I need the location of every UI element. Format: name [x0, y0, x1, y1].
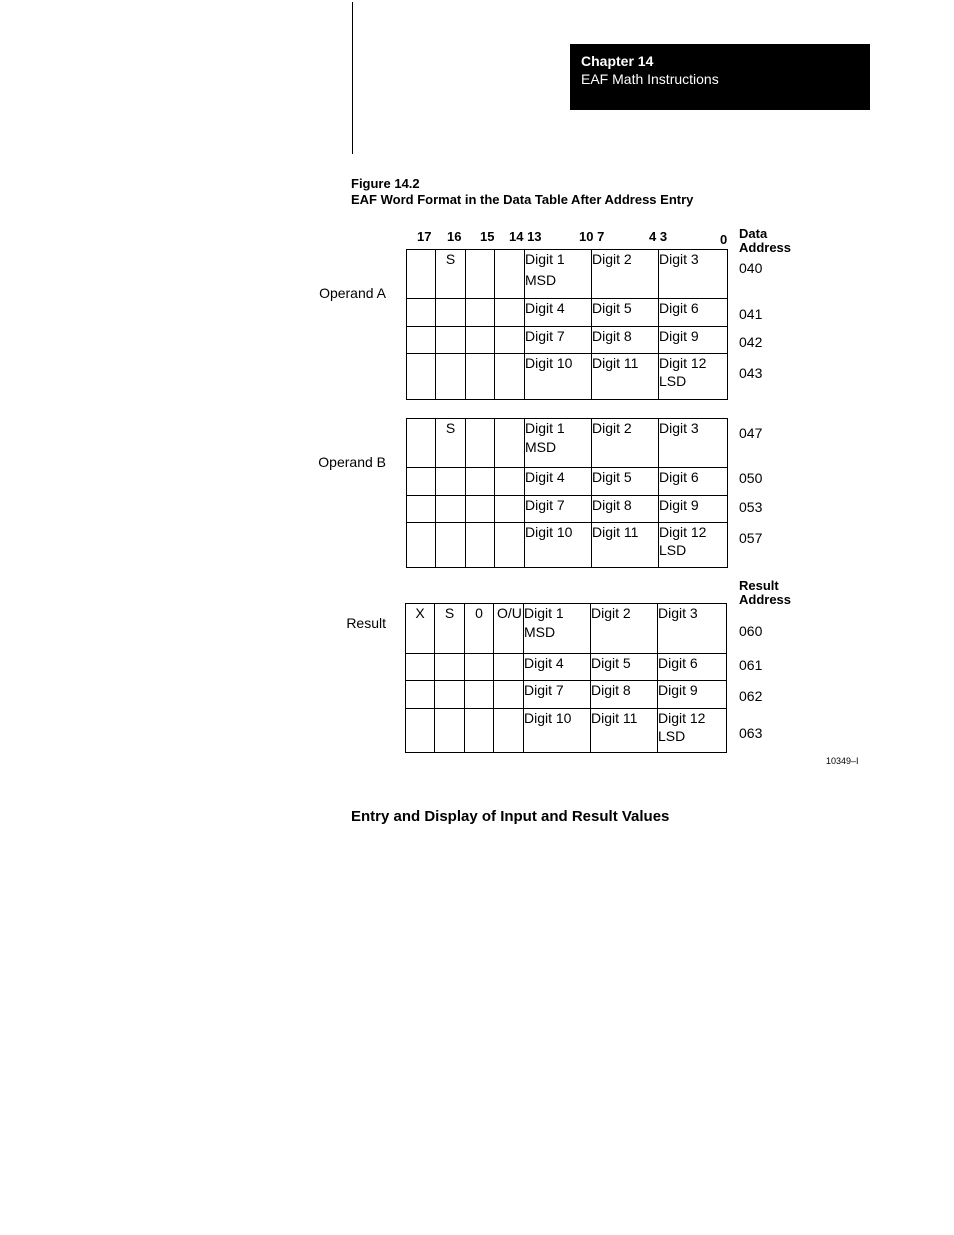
table-row	[406, 654, 727, 681]
address-057: 057	[739, 530, 763, 546]
table-row	[407, 468, 728, 496]
bit-cell	[494, 709, 524, 753]
chapter-header	[570, 44, 870, 110]
figure-title: EAF Word Format in the Data Table After Address Entry	[351, 192, 694, 207]
address-042: 042	[739, 334, 763, 350]
digit-cell	[659, 354, 728, 400]
bit-cell	[407, 354, 436, 400]
digit-cell: Digit 2	[592, 250, 659, 299]
address-041: 041	[739, 306, 763, 322]
bit-label-14-13: 14 13	[509, 229, 542, 244]
zero-bit-cell: 0	[465, 604, 494, 654]
bit-cell	[495, 250, 525, 299]
bit-label-0: 0	[720, 232, 728, 247]
bit-label-10-7: 10 7	[579, 229, 605, 244]
lsd-label: LSD	[659, 373, 687, 389]
digit-cell: Digit 11	[591, 709, 658, 753]
digit-cell	[659, 250, 728, 299]
bit-cell	[466, 250, 495, 299]
bit-cell	[407, 327, 436, 354]
digit-cell: Digit 9	[659, 496, 728, 523]
bit-cell	[407, 250, 436, 299]
digit-cell: Digit 6	[659, 299, 728, 327]
table-row	[407, 419, 728, 468]
bit-cell	[436, 523, 466, 568]
address-063: 063	[739, 725, 763, 741]
operand-b-label: Operand B	[318, 454, 386, 470]
bit-cell	[466, 327, 495, 354]
digit-cell: Digit 5	[591, 654, 658, 681]
digit-label: Digit 1	[525, 420, 565, 436]
result-label: Result	[346, 615, 386, 631]
overflow-bit-cell: O/U	[494, 604, 524, 654]
data-address-header-line1: Data	[739, 226, 768, 241]
table-row	[406, 681, 727, 709]
address-043: 043	[739, 365, 763, 381]
result-table	[405, 603, 727, 753]
bit-cell	[436, 354, 466, 400]
digit-cell: Digit 11	[592, 354, 659, 400]
bit-label-4-3: 4 3	[649, 229, 668, 244]
bit-cell	[407, 523, 436, 568]
operand-a-table	[406, 249, 728, 400]
msd-label: MSD	[524, 624, 556, 640]
result-address-header	[739, 579, 791, 607]
bit-label-17: 17	[417, 229, 432, 244]
bit-cell	[466, 354, 495, 400]
lsd-label: LSD	[658, 728, 686, 744]
bit-cell	[495, 419, 525, 468]
bit-cell	[466, 299, 495, 327]
sign-bit-cell: S	[435, 604, 465, 654]
table-row	[407, 496, 728, 523]
bit-cell	[406, 681, 435, 709]
digit-cell: Digit 7	[524, 681, 591, 709]
msd-label: MSD	[525, 272, 557, 288]
bit-cell	[494, 681, 524, 709]
bit-cell	[466, 523, 495, 568]
digit-label: Digit 3	[658, 605, 698, 621]
section-heading: Entry and Display of Input and Result Values	[351, 808, 670, 825]
digit-cell	[659, 419, 728, 468]
digit-cell: Digit 9	[658, 681, 727, 709]
digit-cell	[524, 604, 591, 654]
digit-label: Digit 3	[659, 420, 699, 436]
figure-id: 10349–I	[826, 756, 859, 766]
result-address-header-line2: Address	[739, 592, 792, 607]
digit-cell: Digit 2	[592, 419, 659, 468]
digit-cell: Digit 4	[525, 299, 592, 327]
digit-cell	[658, 709, 727, 753]
bit-cell	[435, 709, 465, 753]
data-address-header	[739, 227, 791, 255]
digit-cell	[525, 250, 592, 299]
address-053: 053	[739, 499, 763, 515]
digit-cell: Digit 6	[659, 468, 728, 496]
digit-cell	[525, 419, 592, 468]
digit-label: Digit 12	[658, 710, 706, 726]
figure-caption	[351, 176, 693, 208]
bit-cell	[466, 468, 495, 496]
margin-rule	[352, 2, 353, 154]
bit-cell	[466, 496, 495, 523]
digit-label: Digit 3	[659, 251, 699, 267]
digit-label: Digit 1	[525, 251, 565, 267]
digit-cell	[658, 604, 727, 654]
table-row	[407, 250, 728, 299]
bit-cell	[495, 299, 525, 327]
digit-cell: Digit 10	[525, 354, 592, 400]
digit-cell: Digit 9	[659, 327, 728, 354]
digit-cell: Digit 4	[524, 654, 591, 681]
bit-cell	[495, 523, 525, 568]
bit-cell	[466, 419, 495, 468]
bit-cell	[494, 654, 524, 681]
digit-cell: Digit 11	[592, 523, 659, 568]
digit-cell: Digit 8	[592, 327, 659, 354]
figure-number: Figure 14.2	[351, 176, 420, 191]
bit-cell	[495, 354, 525, 400]
table-row	[406, 709, 727, 753]
bit-label-16: 16	[447, 229, 462, 244]
digit-cell: Digit 5	[592, 468, 659, 496]
bit-cell	[435, 681, 465, 709]
digit-cell: Digit 5	[592, 299, 659, 327]
sign-bit-cell: S	[436, 250, 466, 299]
digit-cell: Digit 10	[524, 709, 591, 753]
bit-cell	[406, 654, 435, 681]
sign-bit-cell: S	[436, 419, 466, 468]
digit-label: Digit 12	[659, 524, 707, 540]
table-row	[407, 327, 728, 354]
address-047: 047	[739, 425, 763, 441]
bit-cell	[495, 468, 525, 496]
table-row	[407, 354, 728, 400]
digit-cell	[659, 523, 728, 568]
digit-label: Digit 1	[524, 605, 564, 621]
chapter-title: EAF Math Instructions	[581, 71, 719, 87]
bit-cell	[495, 327, 525, 354]
table-row	[406, 604, 727, 654]
bit-cell	[495, 496, 525, 523]
address-050: 050	[739, 470, 763, 486]
bit-cell	[407, 419, 436, 468]
bit-cell	[465, 681, 494, 709]
address-062: 062	[739, 688, 763, 704]
operand-a-label: Operand A	[319, 285, 386, 301]
data-address-header-line2: Address	[739, 240, 792, 255]
chapter-number: Chapter 14	[581, 53, 654, 69]
digit-cell: Digit 10	[525, 523, 592, 568]
bit-label-15: 15	[480, 229, 495, 244]
bit-cell	[435, 654, 465, 681]
digit-cell: Digit 7	[525, 496, 592, 523]
result-address-header-line1: Result	[739, 578, 779, 593]
address-061: 061	[739, 657, 763, 673]
digit-cell: Digit 6	[658, 654, 727, 681]
lsd-label: LSD	[659, 542, 687, 558]
digit-label: Digit 12	[659, 355, 707, 371]
digit-cell: Digit 2	[591, 604, 658, 654]
bit-cell	[436, 496, 466, 523]
bit-cell	[407, 299, 436, 327]
table-row	[407, 523, 728, 568]
digit-cell: Digit 8	[592, 496, 659, 523]
table-row	[407, 299, 728, 327]
operand-b-table	[406, 418, 728, 568]
bit-cell	[407, 496, 436, 523]
bit-cell	[436, 468, 466, 496]
msd-label: MSD	[525, 439, 557, 455]
bit-cell	[407, 468, 436, 496]
digit-cell: Digit 8	[591, 681, 658, 709]
address-060: 060	[739, 623, 763, 639]
bit-cell	[465, 654, 494, 681]
bit-cell	[465, 709, 494, 753]
bit-cell	[436, 299, 466, 327]
exception-bit-cell: X	[406, 604, 435, 654]
digit-cell: Digit 7	[525, 327, 592, 354]
address-040: 040	[739, 260, 763, 276]
bit-cell	[436, 327, 466, 354]
digit-cell: Digit 4	[525, 468, 592, 496]
bit-cell	[406, 709, 435, 753]
